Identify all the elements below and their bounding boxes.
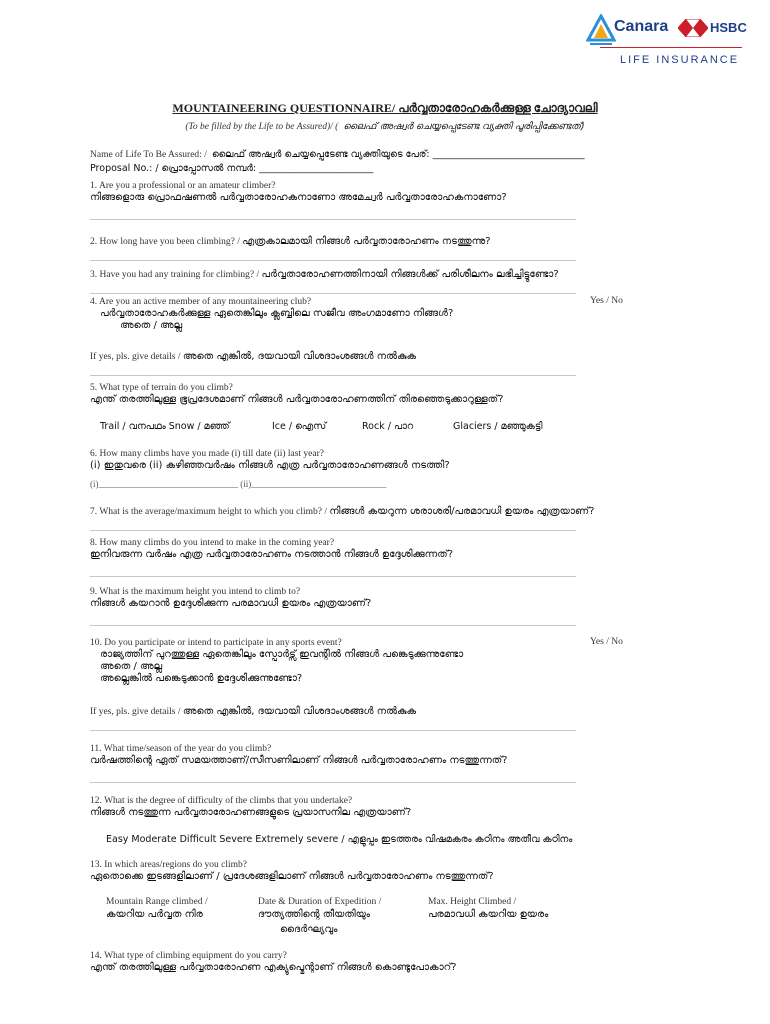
question-2: 2. How long have you been climbing? / എത്രകാലമായി നിങ്ങൾ പർവ്വതാരോഹണം നടത്തുന്നു? ____________________________________________________________________________________________________________ — [90, 229, 690, 262]
question-3: 3. Have you had any training for climbing? / പർവ്വതാരോഹണത്തിനായി നിങ്ങൾക്ക് പരിശീലനം ലഭിച്ചിട്ടുണ്ടോ? ____________________________________________________________________________________________________________ — [90, 262, 690, 295]
brand-name: Canara — [614, 18, 669, 35]
q13-column-max-height: Max. Height Climbed / പരമാവധി കയറിയ ഉയരം — [428, 897, 549, 920]
question-11: 11. What time/season of the year do you climb? വർഷത്തിന്റെ ഏത് സമയത്താണ്/സീസണിലാണ് നിങ്ങൾ പർവ്വതാരോഹണം നടത്തുന്നത്? ____________________________________________________________________________________________________________ — [90, 744, 576, 784]
question-12: 12. What is the degree of difficulty of the climbs that you undertake? നിങ്ങൾ നടത്തുന്ന പർവ്വതാരോഹണങ്ങളുടെ പ്രയാസനില എത്രയാണ്? — [90, 796, 412, 818]
q13-column-date-duration: Date & Duration of Expedition / ദൗത്യത്തിന്റെ തീയതിയും ദൈർഘ്യവും — [258, 897, 382, 935]
question-10: 10. Do you participate or intend to participate in any sports event? രാജ്യത്തിന് പുറത്തുള്ള ഏതെങ്കിലും സ്പോർട്സ് ഇവന്റിൽ നിങ്ങൾ പങ്കെടുക്കുന്നുണ്ടോ അതെ / അല്ല അല്ലെങ്കിൽ പങ്കെടുക്കാൻ ഉദ്ദേശിക്കുന്നുണ്ടോ? If yes, pls. give details / അതെ എങ്കിൽ, ദയവായി വിശദാംശങ്ങൾ നൽകുക ____________________________________________________________________________________________________________ — [90, 637, 690, 732]
question-7: 7. What is the average/maximum height to which you climb? / നിങ്ങൾ കയറുന്ന ശരാശരി/പരമാവധി ഉയരം എത്രയാണ്? ____________________________________________________________________________________________________________ — [90, 499, 690, 532]
answer-line-4[interactable]: ____________________________________________________________________________________________________________ — [90, 367, 576, 377]
answer-line-8[interactable]: ____________________________________________________________________________________________________________ — [90, 568, 576, 578]
answer-line-1[interactable]: ____________________________________________________________________________________________________________ — [90, 211, 576, 221]
terrain-ice[interactable]: Ice / ഐസ് — [272, 421, 327, 432]
terrain-rock[interactable]: Rock / പാറ — [362, 421, 414, 432]
terrain-glaciers[interactable]: Glaciers / മഞ്ഞുകട്ടി — [453, 421, 543, 432]
proposal-number-field[interactable]: Proposal No.: / പ്രൊപ്പോസൽ നമ്പർ: ________________________ — [90, 163, 374, 174]
question-9: 9. What is the maximum height you intend to climb to? നിങ്ങൾ കയറാൻ ഉദ്ദേശിക്കുന്ന പരമാവധി ഉയരം എത്രയാണ്? ____________________________________________________________________________________________________________ — [90, 587, 576, 627]
canara-hsbc-logo — [580, 14, 750, 72]
logo-divider — [600, 47, 742, 48]
terrain-trail-snow[interactable]: Trail / വനപഥം Snow / മഞ്ഞ് — [100, 421, 230, 432]
name-field[interactable]: Name of Life To Be Assured: / ലൈഫ് അഷ്വർ ചെയ്യപ്പെടേണ്ട വ്യക്തിയുടെ പേര്: ________________________________ — [90, 149, 585, 160]
q6-answer-blanks[interactable]: (i)_______________________________ (ii)______________________________ — [90, 479, 387, 489]
answer-line-11[interactable]: ____________________________________________________________________________________________________________ — [90, 774, 576, 784]
question-6: 6. How many climbs have you made (i) till date (ii) last year? (i) ഇതുവരെ (ii) കഴിഞ്ഞവർഷം നിങ്ങൾ എത്ര പർവ്വതാരോഹണങ്ങൾ നടത്തി? (i)_______________________________ (ii)______________________________ — [90, 449, 450, 489]
answer-line-9[interactable]: ____________________________________________________________________________________________________________ — [90, 617, 576, 627]
hsbc-hexagon-icon — [678, 19, 708, 37]
question-1: 1. Are you a professional or an amateur climber? നിങ്ങളൊരു പ്രൊഫഷണൽ പർവ്വതാരോഹകനാണോ അമേച്വർ പർവ്വതാരോഹകനാണോ? ____________________________________________________________________________________________________________ — [90, 181, 576, 221]
partner-name: HSBC — [710, 20, 747, 35]
answer-line-7[interactable]: ____________________________________________________________________________________________________________ — [90, 522, 576, 532]
question-8: 8. How many climbs do you intend to make in the coming year? ഇനിവരുന്ന വർഷം എത്ര പർവ്വതാരോഹണം നടത്താൻ നിങ്ങൾ ഉദ്ദേശിക്കുന്നത്? ____________________________________________________________________________________________________________ — [90, 538, 576, 578]
question-5: 5. What type of terrain do you climb? എന്ത് തരത്തിലുള്ള ഭൂപ്രദേശമാണ് നിങ്ങൾ പർവ്വതാരോഹണത്തിന് തിരഞ്ഞെടുക്കാറുള്ളത്? — [90, 383, 504, 405]
canara-emblem-icon — [586, 14, 616, 46]
page-subtitle: (To be filled by the Life to be Assured)/ ( ലൈഫ് അഷ്വർ ചെയ്യപ്പെടേണ്ട വ്യക്തി പൂരിപ്പിക്കേണ്ടത്) — [185, 121, 585, 132]
answer-line-2[interactable]: ____________________________________________________________________________________________________________ — [90, 252, 576, 262]
logo-tagline: LIFE INSURANCE — [620, 54, 740, 66]
q4-yes-no[interactable]: Yes / No — [590, 296, 623, 306]
question-14: 14. What type of climbing equipment do you carry? എന്ത് തരത്തിലുള്ള പർവ്വതാരോഹണ എക്യുപ്മെന്റാണ് നിങ്ങൾ കൊണ്ടുപോകാറ്? — [90, 951, 457, 973]
question-13: 13. In which areas/regions do you climb? ഏതൊക്കെ ഇടങ്ങളിലാണ് / പ്രദേശങ്ങളിലാണ് നിങ്ങൾ പർവ്വതാരോഹണം നടത്തുന്നത്? — [90, 860, 494, 882]
answer-line-10[interactable]: ____________________________________________________________________________________________________________ — [90, 722, 576, 732]
question-4: 4. Are you an active member of any mountaineering club? പർവ്വതാരോഹകർക്കുള്ള ഏതെങ്കിലും ക്ലബ്ബിലെ സജീവ അംഗമാണോ നിങ്ങൾ? അതെ / അല്ല If yes, pls. give details / അതെ എങ്കിൽ, ദയവായി വിശദാംശങ്ങൾ നൽകുക ____________________________________________________________________________________________________________ — [90, 296, 690, 377]
page-title: MOUNTAINEERING QUESTIONNAIRE/ പർവ്വതാരോഹകർക്കുള്ള ചോദ്യാവലി — [172, 101, 598, 115]
q13-column-mountain-range: Mountain Range climbed / കയറിയ പർവ്വത നിര — [106, 897, 208, 920]
answer-line-3[interactable]: ____________________________________________________________________________________________________________ — [90, 285, 576, 295]
difficulty-levels[interactable]: Easy Moderate Difficult Severe Extremely severe / എളുപ്പം ഇടത്തരം വിഷമകരം കഠിനം അതീവ കഠിനം — [106, 834, 573, 845]
q10-yes-no[interactable]: Yes / No — [590, 637, 623, 647]
